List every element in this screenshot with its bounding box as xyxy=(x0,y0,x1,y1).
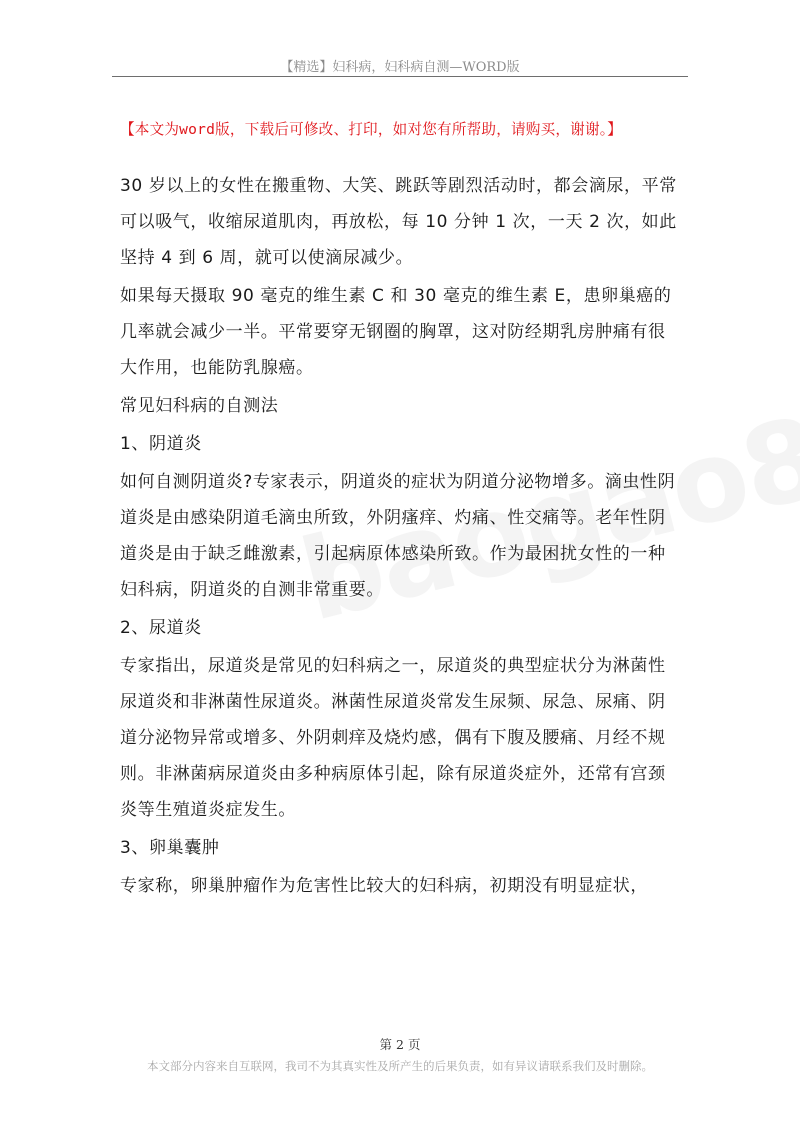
paragraph-ovarian-cyst: 专家称，卵巢肿瘤作为危害性比较大的妇科病，初期没有明显症状， xyxy=(120,876,648,896)
subheading-ovarian-cyst: 3、卵巢囊肿 xyxy=(120,838,220,858)
page-header-title: 【精选】妇科病，妇科病自测—WORD版 xyxy=(280,60,520,75)
paragraph-vitamins: 如果每天摄取 90 毫克的维生素 C 和 30 毫克的维生素 E，患卵巢癌的几率就会减少一半。平常要穿无钢圈的胸罩，这对防经期乳房肿痛有很大作用，也能防乳腺癌。 xyxy=(120,286,672,378)
subheading-vaginitis: 1、阴道炎 xyxy=(120,434,202,454)
document-body xyxy=(120,168,682,906)
section-heading-self-test: 常见妇科病的自测法 xyxy=(120,396,279,416)
paragraph-incontinence: 30 岁以上的女性在搬重物、大笑、跳跃等剧烈活动时，都会滴尿，平常可以吸气，收缩尿道肌肉，再放松，每 10 分钟 1 次，一天 2 次，如此坚持 4 到 6 周，就可以使滴尿减少。 xyxy=(120,176,677,268)
header-divider xyxy=(112,76,688,77)
subheading-urethritis: 2、尿道炎 xyxy=(120,618,202,638)
paragraph-urethritis: 专家指出，尿道炎是常见的妇科病之一，尿道炎的典型症状分为淋菌性尿道炎和非淋菌性尿道炎。淋菌性尿道炎常发生尿频、尿急、尿痛、阴道分泌物异常或增多、外阴刺痒及烧灼感，偶有下腹及腰痛、月经不规则。非淋菌病尿道炎由多种病原体引起，除有尿道炎症外，还常有宫颈炎等生殖道炎症发生。 xyxy=(120,656,666,820)
page-number: 第 2 页 xyxy=(379,1037,421,1052)
paragraph-vaginitis: 如何自测阴道炎?专家表示，阴道炎的症状为阴道分泌物增多。滴虫性阴道炎是由感染阴道毛滴虫所致，外阴瘙痒、灼痛、性交痛等。老年性阴道炎是由于缺乏雌激素，引起病原体感染所致。作为最困扰女性的一种妇科病，阴道炎的自测非常重要。 xyxy=(120,472,676,600)
footer-disclaimer: 本文部分内容来自互联网，我司不为其真实性及所产生的后果负责，如有异议请联系我们及时删除。 xyxy=(147,1059,653,1073)
download-notice: 【本文为word版，下载后可修改、打印，如对您有所帮助，请购买，谢谢。】 xyxy=(120,121,623,138)
